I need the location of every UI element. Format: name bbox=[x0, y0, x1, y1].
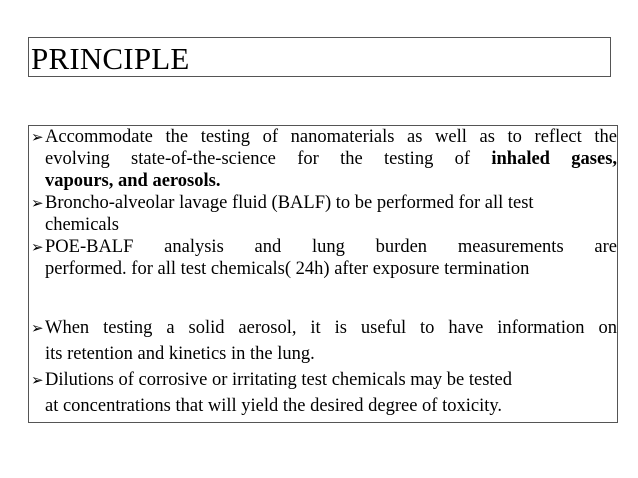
bullet-line bbox=[31, 148, 617, 170]
bullet-bold-text: inhaled gases, bbox=[491, 149, 618, 169]
arrow-bullet-icon: ➢ bbox=[31, 371, 44, 389]
arrow-bullet-icon: ➢ bbox=[31, 238, 44, 256]
bullet-text: Accommodate the testing of nanomaterials as well as to reflect the bbox=[45, 127, 617, 147]
bullet-line bbox=[31, 315, 617, 341]
bullet-item-solid-aerosol bbox=[31, 315, 617, 367]
slide-title: PRINCIPLE bbox=[31, 41, 190, 76]
bullet-text: evolving state-of-the-science for the testing of bbox=[45, 149, 492, 169]
bullet-line bbox=[31, 258, 617, 280]
bullet-text: Broncho-alveolar lavage fluid (BALF) to be performed for all test bbox=[45, 193, 534, 213]
bullet-line bbox=[31, 236, 617, 258]
bullet-line bbox=[31, 126, 617, 148]
bullet-line bbox=[31, 367, 617, 393]
title-box bbox=[28, 37, 611, 77]
arrow-bullet-icon: ➢ bbox=[31, 319, 44, 337]
arrow-bullet-icon: ➢ bbox=[31, 194, 44, 212]
bullet-item-poe-balf bbox=[31, 236, 617, 280]
bullet-text: When testing a solid aerosol, it is useful to have information on bbox=[45, 318, 617, 338]
bullet-text: POE-BALF analysis and lung burden measurements are bbox=[45, 237, 617, 257]
bullet-bold-text: vapours, and aerosols. bbox=[45, 171, 221, 191]
bullet-text: its retention and kinetics in the lung. bbox=[45, 344, 315, 364]
bullet-item-balf bbox=[31, 192, 617, 236]
bullet-text: Dilutions of corrosive or irritating test chemicals may be tested bbox=[45, 370, 512, 390]
bullet-item-nanomaterials bbox=[31, 126, 617, 192]
bullet-item-dilutions bbox=[31, 367, 617, 419]
content-box bbox=[28, 125, 618, 423]
bullet-text: at concentrations that will yield the desired degree of toxicity. bbox=[45, 396, 503, 416]
bullet-text: chemicals bbox=[45, 215, 119, 235]
bullet-text: performed. for all test chemicals( 24h) after exposure termination bbox=[45, 259, 530, 279]
bullet-line bbox=[31, 341, 617, 367]
bullet-line bbox=[31, 393, 617, 419]
bullet-line bbox=[31, 192, 617, 214]
arrow-bullet-icon: ➢ bbox=[31, 128, 44, 146]
bullet-line bbox=[31, 170, 617, 192]
bullet-line bbox=[31, 214, 617, 236]
